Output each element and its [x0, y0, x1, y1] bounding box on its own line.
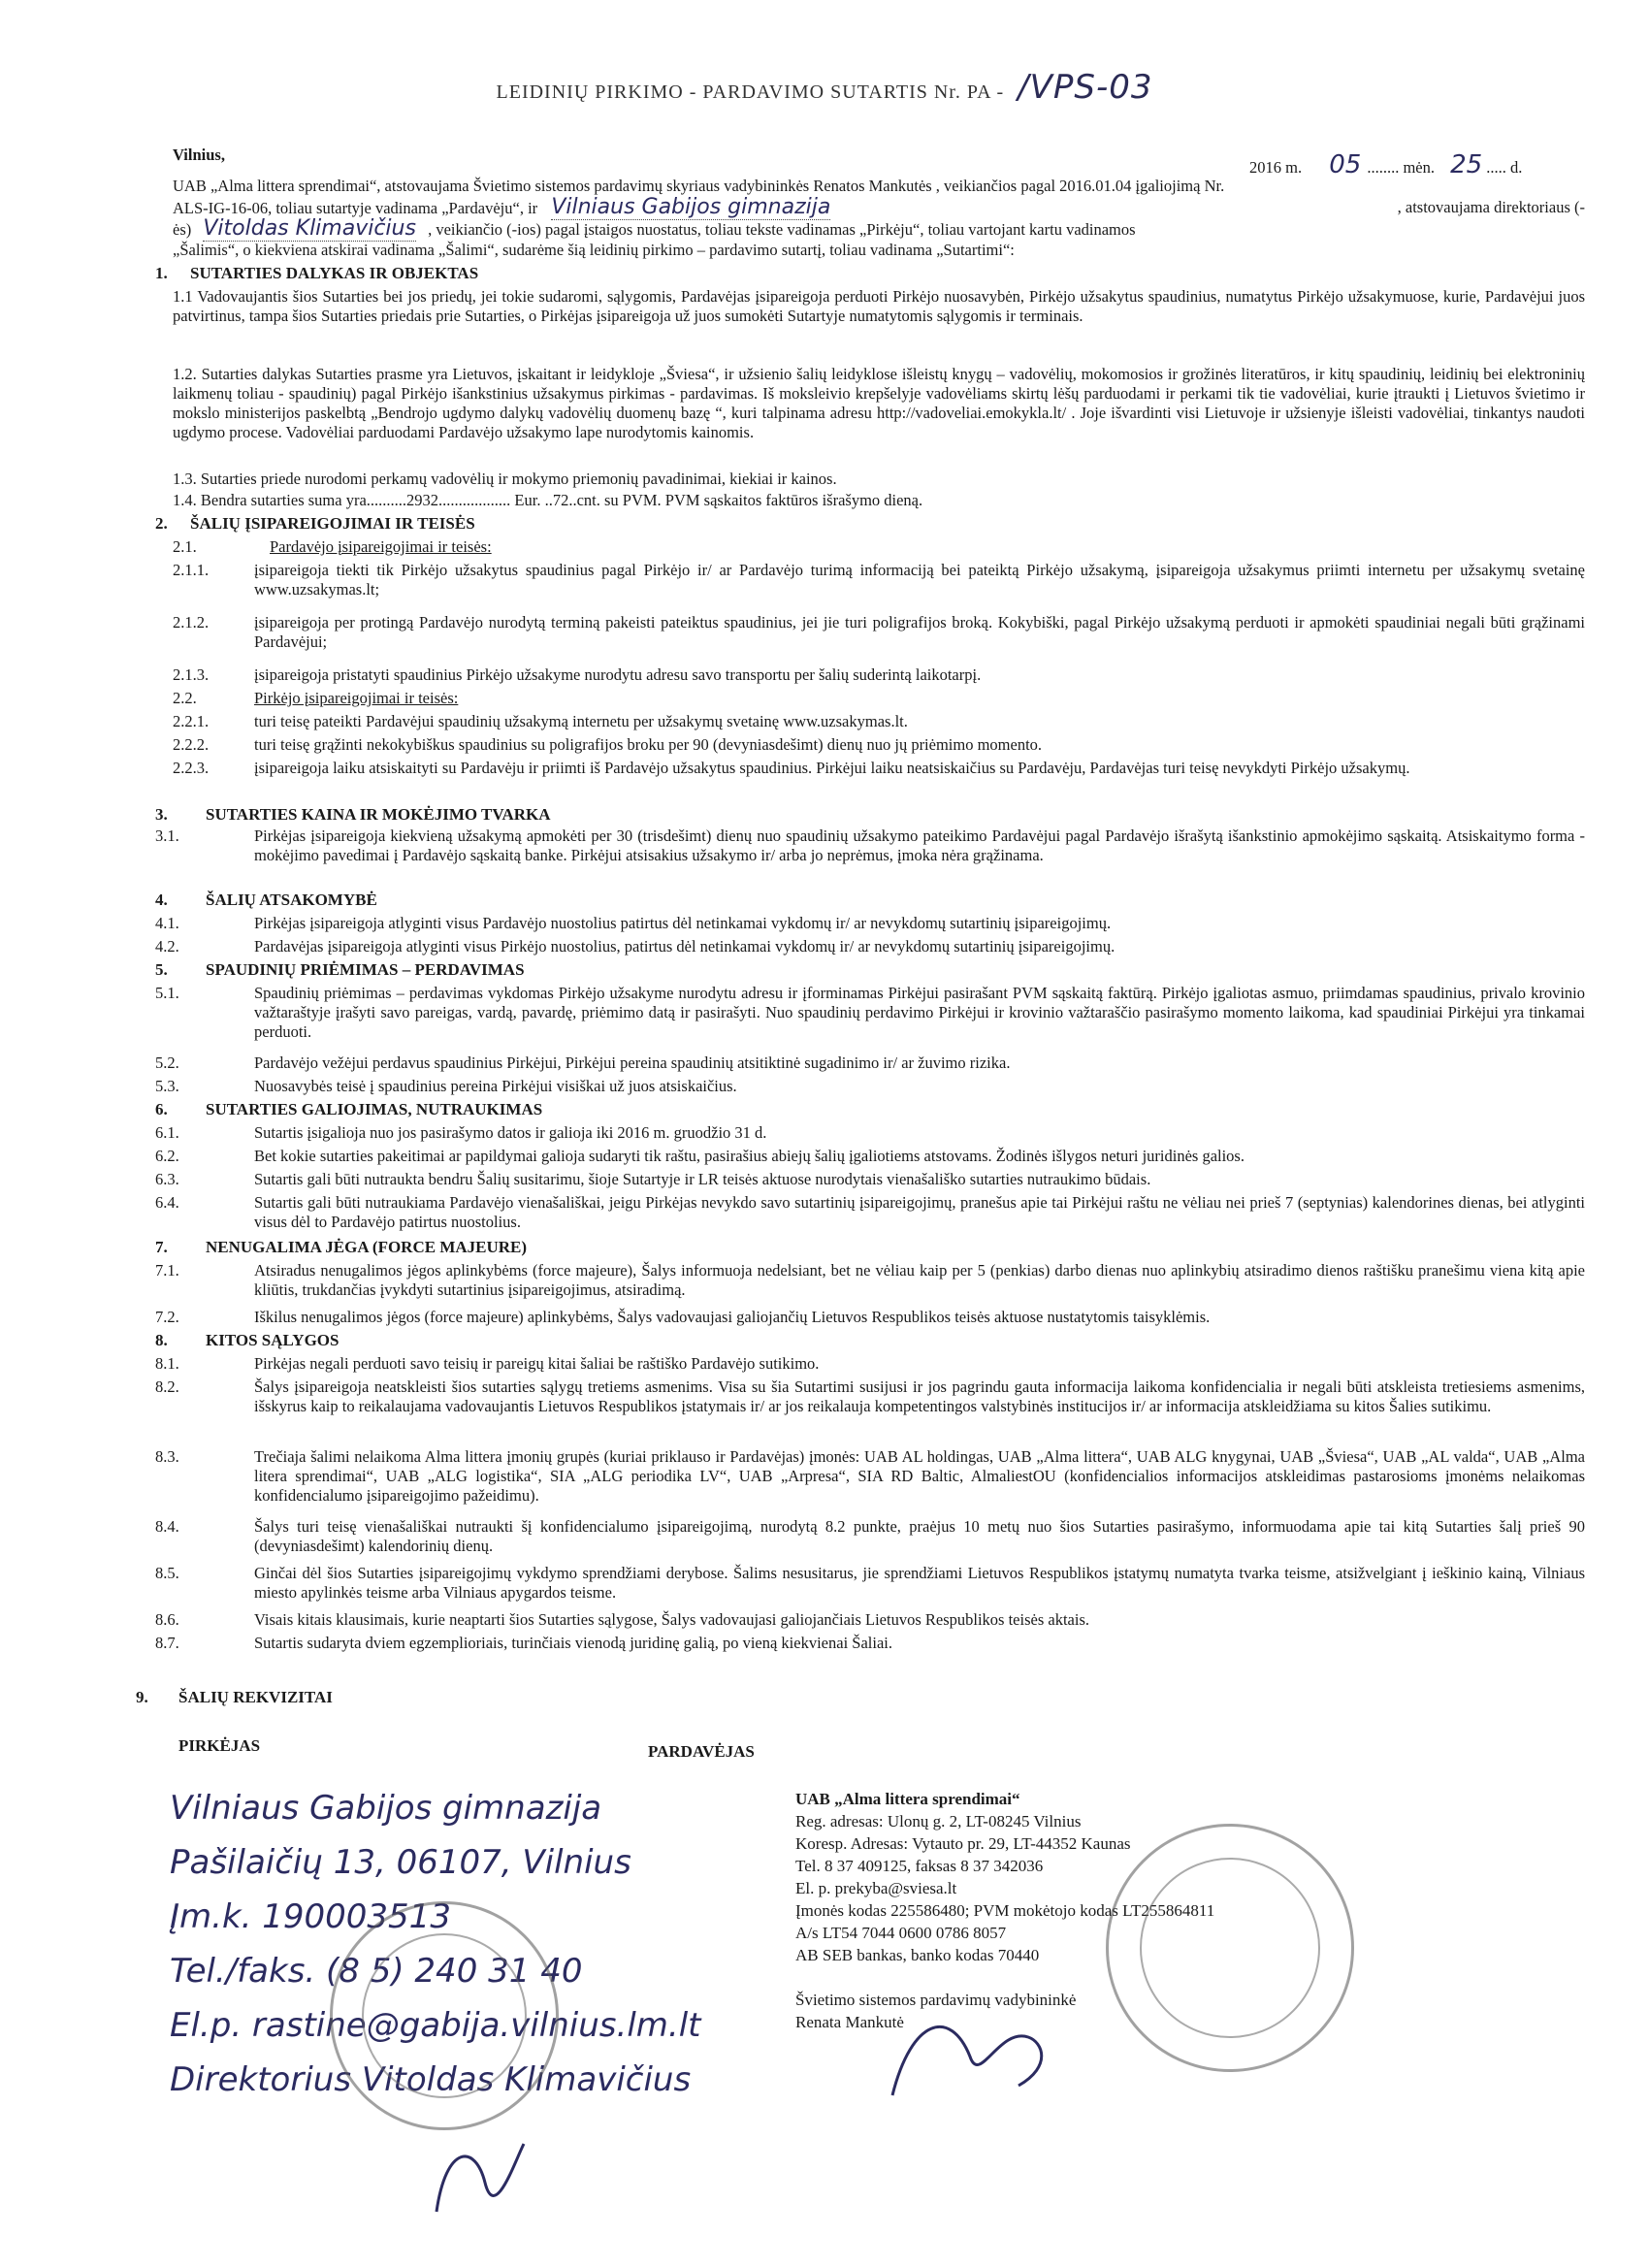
clause-8-7-number: 8.7.	[155, 1634, 179, 1652]
clause-2-2-3-number: 2.2.3.	[173, 759, 210, 777]
clause-6-3-number: 6.3.	[155, 1170, 179, 1188]
buyer-name-handwritten: Vilniaus Gabijos gimnazija	[551, 195, 831, 219]
section-7-number: 7.	[155, 1238, 168, 1256]
buyer-stamp-inner-ring	[362, 1933, 527, 2098]
clause-6-4: Sutartis gali būti nutraukiama Pardavėjo vienašališkai, jeigu Pirkėjas nevykdo savo sutartinių įsipareigojimų, pranešus apie tai Pirkėjui raštu ne vėliau nei prieš 7 (septynias) kalendorines dienas, bei atlyginti visus dėl to Pardavėjo patirtus nuostolius.	[254, 1193, 1585, 1231]
section-2-number: 2.	[155, 514, 168, 533]
clause-2-1-2: įsipareigoja per protingą Pardavėjo nurodytą terminą pakeisti pateiktus spaudinius, jei jie turi poligrafijos broką. Kokybiški, pagal Pirkėjo užsakymą perduoti ir apmokėti spaudiniai negali būti grąžinami Pardavėjui;	[254, 613, 1585, 651]
document-header	[0, 68, 1649, 107]
clause-2-1-2-number: 2.1.2.	[173, 613, 210, 632]
buyer-signature	[417, 2124, 534, 2231]
seller-name: UAB „Alma littera sprendimai“	[795, 1790, 1020, 1808]
clause-5-2: Pardavėjo vežėjui perdavus spaudinius Pirkėjui, Pirkėjui pereina spaudinių atsitiktinė sugadinimo ir/ ar žuvimo rizika.	[254, 1053, 1011, 1072]
clause-2-1-1: įsipareigoja tiekti tik Pirkėjo užsakytus spaudinius pagal Pirkėjo ir/ ar Pardavėjo turimą informaciją bei pateiktą Pirkėjo užsakymą, įsipareigoja užsakymus priimti internetu per užsakymų svetainę www.uzsakymas.lt;	[254, 561, 1585, 599]
section-3-title: SUTARTIES KAINA IR MOKĖJIMO TVARKA	[206, 805, 551, 824]
document-title: LEIDINIŲ PIRKIMO - PARDAVIMO SUTARTIS Nr. PA -	[496, 81, 1005, 103]
seller-label: PARDAVĖJAS	[648, 1742, 755, 1761]
clause-8-1: Pirkėjas negali perduoti savo teisių ir pareigų kitai šaliai be raštiško Pardavėjo sutikimo.	[254, 1354, 820, 1373]
clause-2-1-number: 2.1.	[173, 537, 197, 556]
buyer-address: Pašilaičių 13, 06107, Vilnius	[170, 1843, 631, 1882]
clause-1-3: 1.3. Sutarties priede nurodomi perkamų vadovėlių ir mokymo priemonių pavadinimai, kiekiai ir kainos.	[173, 470, 837, 488]
buyer-director: Direktorius Vitoldas Klimavičius	[170, 2060, 692, 2099]
clause-2-1-3: įsipareigoja pristatyti spaudinius Pirkėjo užsakyme nurodytu adresu savo transportu per šalių suderintą laikotarpį.	[254, 665, 982, 684]
clause-1-2: 1.2. Sutarties dalykas Sutarties prasme yra Lietuvos, įskaitant ir leidykloje „Šviesa“, ir užsienio šalių leidyklose išleistų knygų – vadovėlių, mokomosios ir grožinės literatūros, ir kitų spaudinių, leidinių bei elektroninių laikmenų toliau - spaudinių) pagal Pirkėjo išankstinius užsakymus pirkimas - pardavimas. Iš moksleivio krepšelyje vadovėliams skirtų lėšų parduodami ir perkami tik tie vadovėliai, kurie įtraukti į Lietuvos švietimo ir mokslo ministerijos paskelbtą „Bendrojo ugdymo dalykų vadovėlių duomenų bazę “, kuri talpinama adresu http://vadoveliai.emokykla.lt/ . Joje išvardinti visi Lietuvoje ir užsienyje išleisti vadovėliai, tinkantys naudoti ugdymo procese. Vadovėliai parduodami Pardavėjo užsakymo lape nurodytomis kainomis.	[173, 365, 1585, 441]
director-name-handwritten: Vitoldas Klimavičius	[203, 216, 416, 241]
clause-2-1-1-number: 2.1.1.	[173, 561, 210, 579]
section-9-number: 9.	[136, 1688, 148, 1706]
section-2-title: ŠALIŲ ĮSIPAREIGOJIMAI IR TEISĖS	[190, 514, 475, 533]
section-6-title: SUTARTIES GALIOJIMAS, NUTRAUKIMAS	[206, 1100, 543, 1118]
clause-5-3-number: 5.3.	[155, 1077, 179, 1095]
clause-8-6: Visais kitais klausimais, kurie neaptarti šios Sutarties sąlygose, Šalys vadovaujasi galiojančiais Lietuvos Respublikos teisės aktais.	[254, 1610, 1089, 1629]
buyer-phone: Tel./faks. (8 5) 240 31 40	[170, 1952, 583, 1991]
clause-4-2: Pardavėjas įsipareigoja atlyginti visus Pirkėjo nuostolius, patirtus dėl netinkamai vykdomų ir/ ar nevykdomų sutartinių įsipareigojimų.	[254, 937, 1116, 956]
buyer-label: PIRKĖJAS	[178, 1736, 261, 1755]
clause-2-1: Pardavėjo įsipareigojimai ir teisės:	[270, 537, 492, 556]
clause-2-2-2: turi teisę grąžinti nekokybiškus spaudinius su poligrafijos broku per 90 (devyniasdešimt) dienų nuo jų priėmimo momento.	[254, 735, 1043, 754]
clause-8-2-number: 8.2.	[155, 1377, 179, 1396]
intro-line-2: ALS-IG-16-06, toliau sutartyje vadinama „Pardavėju“, ir Vilniaus Gabijos gimnazija , atstovaujama direktoriaus (-	[173, 195, 1585, 219]
section-7-title: NENUGALIMA JĖGA (FORCE MAJEURE)	[206, 1238, 528, 1256]
date-day-label: d.	[1509, 158, 1523, 177]
seller-bank-account: A/s LT54 7044 0600 0786 8057	[795, 1924, 1007, 1942]
seller-signature	[873, 1998, 1067, 2115]
clause-3-1-number: 3.1.	[155, 826, 179, 845]
clause-2-2-1: turi teisę pateikti Pardavėjui spaudinių užsakymą internetu per užsakymų svetainę www.uzsakymas.lt.	[254, 712, 908, 730]
clause-4-2-number: 4.2.	[155, 937, 179, 956]
date-year: 2016 m.	[1249, 158, 1303, 177]
clause-6-1-number: 6.1.	[155, 1123, 179, 1142]
date-month-handwritten: 05	[1329, 150, 1362, 179]
buyer-email: El.p. rastine@gabija.vilnius.lm.lt	[170, 2006, 701, 2045]
clause-1-1: 1.1 Vadovaujantis šios Sutarties bei jos priedų, jei tokie sudaromi, sąlygomis, Pardavėjas įsipareigoja perduoti Pirkėjo nuosavybėn, Pirkėjo užsakytus spaudinius, numatytus Pirkėjo užsakymuose, kurie, Pardavėjui juos patvirtinus, tampa šios Sutarties priedais prie Sutarties, o Pirkėjas įsipareigoja už juos sumokėti Sutartyje numatytomis sąlygomis ir terminais.	[173, 287, 1585, 325]
seller-signatory-title: Švietimo sistemos pardavimų vadybininkė	[795, 1991, 1077, 2009]
section-6-number: 6.	[155, 1100, 168, 1118]
clause-5-1: Spaudinių priėmimas – perdavimas vykdomas Pirkėjo užsakyme nurodytu adresu ir įforminamas Pirkėjui pasirašant PVM sąskaitą faktūrą. Pirkėjo įgaliotas asmuo, priimdamas spaudinius, privalo krovinio važtaraštyje įrašyti savo pareigas, vardą, pavardę, priėmimo datą ir pasirašyti. Nuo spaudinių perdavimo Pirkėjui ir krovinio važtaraščio pasirašymo momento laikoma, kad spaudiniai Pirkėjui yra tinkamai perduoti.	[254, 984, 1585, 1041]
seller-stamp-inner-ring	[1140, 1858, 1320, 2038]
buyer-stamp	[330, 1901, 559, 2130]
clause-6-2-number: 6.2.	[155, 1147, 179, 1165]
clause-8-3: Trečiaja šalimi nelaikoma Alma littera įmonių grupės (kuriai priklauso ir Pardavėjas) įmonės: UAB AL holdingas, UAB „Alma littera“, UAB ALG knygynai, UAB „Šviesa“, UAB „AL valda“, UAB „Alma litera sprendimai“, UAB „ALG logistika“, SIA „ALG periodika LV“, UAB „Arpresa“, SIA RD Baltic, AlmaliestOU (konfidencialios informacijos atskleidimas pastarosioms įmonėms nelaikomas konfidencialumo įsipareigojimo pažeidimu).	[254, 1447, 1585, 1505]
clause-2-2-number: 2.2.	[173, 689, 197, 707]
clause-2-1-3-number: 2.1.3.	[173, 665, 210, 684]
seller-stamp	[1106, 1824, 1354, 2072]
clause-2-2: Pirkėjo įsipareigojimai ir teisės:	[254, 689, 459, 707]
clause-7-2-number: 7.2.	[155, 1308, 179, 1326]
seller-corr-address: Koresp. Adresas: Vytauto pr. 29, LT-44352 Kaunas	[795, 1834, 1131, 1853]
clause-5-3: Nuosavybės teisė į spaudinius pereina Pirkėjui visiškai už juos atsiskaičius.	[254, 1077, 737, 1095]
clause-8-2: Šalys įsipareigoja neatskleisti šios sutarties sąlygų tretiems asmenims. Visa su šia Sutartimi susijusi ir jos pagrindu gauta informacija laikoma konfidencialia ir negali būti atskleista tretiesiems asmenims, išskyrus kaip to reikalaujama vadovaujantis Lietuvos Respublikos įstatymais ir/ ar jos reikalauja kompetentingos valstybinės institucijos ir/ ar informacija atskleidžiama su kitos Šalies sutikimu.	[254, 1377, 1585, 1415]
section-1-title: SUTARTIES DALYKAS IR OBJEKTAS	[190, 264, 479, 282]
clause-8-7: Sutartis sudaryta dviem egzemplioriais, turinčiais vienodą juridinę galią, po vieną kiekvienai Šaliai.	[254, 1634, 892, 1652]
section-8-title: KITOS SĄLYGOS	[206, 1331, 340, 1349]
buyer-company-code: Įm.k. 190003513	[170, 1897, 451, 1936]
clause-5-1-number: 5.1.	[155, 984, 179, 1002]
date-month-label: mėn.	[1403, 158, 1435, 177]
section-5-title: SPAUDINIŲ PRIĖMIMAS – PERDAVIMAS	[206, 960, 525, 979]
section-1-number: 1.	[155, 264, 168, 282]
seller-company-code: Įmonės kodas 225586480; PVM mokėtojo kodas LT255864811	[795, 1901, 1215, 1920]
clause-8-1-number: 8.1.	[155, 1354, 179, 1373]
clause-7-1: Atsiradus nenugalimos jėgos aplinkybėms (force majeure), Šalys informuoja nedelsiant, bet ne vėliau kaip per 5 (penkias) darbo dienas nuo aplinkybių atsiradimo dienos raštišku pranešimu viena kitą apie kliūtis, trukdančias įvykdyti sutartinius įsipareigojimus, atsiradimą.	[254, 1261, 1585, 1299]
clause-8-5: Ginčai dėl šios Sutarties įsipareigojimų vykdymo sprendžiami derybose. Šalims nesusitarus, jie sprendžiami Lietuvos Respublikos įstatymų numatyta tvarka teisme, atsižvelgiant į ieškinio kainą, Vilniaus miesto apylinkės teisme arba Vilniaus apygardos teisme.	[254, 1564, 1585, 1602]
clause-2-2-1-number: 2.2.1.	[173, 712, 210, 730]
clause-5-2-number: 5.2.	[155, 1053, 179, 1072]
clause-6-2: Bet kokie sutarties pakeitimai ar papildymai galioja sudaryti tik raštu, pasirašius abiejų šalių įgaliotiems atstovams. Žodinės išlygos neturi juridinės galios.	[254, 1147, 1245, 1165]
contract-number-handwritten: /VPS-03	[1018, 68, 1153, 107]
clause-8-4-number: 8.4.	[155, 1517, 179, 1536]
clause-8-3-number: 8.3.	[155, 1447, 179, 1466]
intro-line-4: „Šalimis“, o kiekviena atskirai vadinama „Šalimi“, sudarėme šią leidinių pirkimo – pardavimo sutartį, toliau vadinama „Sutartimi“:	[173, 241, 1015, 259]
section-5-number: 5.	[155, 960, 168, 979]
seller-email: El. p. prekyba@sviesa.lt	[795, 1879, 957, 1897]
section-4-title: ŠALIŲ ATSAKOMYBĖ	[206, 891, 377, 909]
clause-2-2-3: įsipareigoja laiku atsiskaityti su Pardavėju ir priimti iš Pardavėjo užsakytus spaudinius. Pirkėjui laiku neatsiskaičius su Pardavėju, Pardavėjas turi teisę nevykdyti Pirkėjo užsakymų.	[254, 759, 1410, 777]
clause-6-3: Sutartis gali būti nutraukta bendru Šalių susitarimu, šioje Sutartyje ir LR teisės aktuose nurodytais vienašališko sutarties nutraukimo būdais.	[254, 1170, 1151, 1188]
clause-2-2-2-number: 2.2.2.	[173, 735, 210, 754]
seller-bank: AB SEB bankas, banko kodas 70440	[795, 1946, 1040, 1964]
clause-4-1-number: 4.1.	[155, 914, 179, 932]
clause-6-4-number: 6.4.	[155, 1193, 179, 1212]
clause-8-4: Šalys turi teisę vienašališkai nutraukti šį konfidencialumo įsipareigojimą, nurodytą 8.2 punkte, praėjus 10 metų nuo šios Sutarties pasirašymo, informuodama apie tai kitą Sutarties šalį prieš 90 (devyniasdešimt) kalendorinių dienų.	[254, 1517, 1585, 1555]
clause-8-5-number: 8.5.	[155, 1564, 179, 1582]
date-day-handwritten: 25	[1450, 150, 1483, 179]
contract-date: 2016 m. 05 ........ mėn. 25 ..... d.	[1249, 150, 1523, 179]
seller-reg-address: Reg. adresas: Ulonų g. 2, LT-08245 Vilnius	[795, 1812, 1082, 1831]
clause-7-2: Iškilus nenugalimos jėgos (force majeure) aplinkybėms, Šalys vadovaujasi galiojančių Lietuvos Respublikos teisės aktuose nustatytomis taisyklėmis.	[254, 1308, 1211, 1326]
intro-line-1: UAB „Alma littera sprendimai“, atstovaujama Švietimo sistemos pardavimų skyriaus vadybininkės Renatos Mankutės , veikiančios pagal 2016.01.04 įgaliojimą Nr.	[173, 177, 1225, 195]
clause-6-1: Sutartis įsigalioja nuo jos pasirašymo datos ir galioja iki 2016 m. gruodžio 31 d.	[254, 1123, 767, 1142]
clause-3-1: Pirkėjas įsipareigoja kiekvieną užsakymą apmokėti per 30 (trisdešimt) dienų nuo spaudinių užsakymo pateikimo Pardavėjui pagal Pardavėjo išrašytą išankstinio apmokėjimo sąskaitą. Atsiskaitymo forma - mokėjimo pavedimai į Pardavėjo sąskaitą banke. Pirkėjui atsisakius užsakymo ir/ arba jo neprėmus, įmoka nėra grąžinama.	[254, 826, 1585, 864]
section-8-number: 8.	[155, 1331, 168, 1349]
intro-line-3: ės) Vitoldas Klimavičius , veikiančio (-ios) pagal įstaigos nuostatus, toliau tekste vadinamas „Pirkėju“, toliau vartojant kartu vadinamos	[173, 216, 1136, 241]
clause-1-4: 1.4. Bendra sutarties suma yra..........2932.................. Eur. ..72..cnt. su PVM. PVM sąskaitos faktūros išrašymo dieną.	[173, 491, 923, 509]
buyer-name: Vilniaus Gabijos gimnazija	[170, 1789, 602, 1828]
section-4-number: 4.	[155, 891, 168, 909]
clause-7-1-number: 7.1.	[155, 1261, 179, 1280]
clause-8-6-number: 8.6.	[155, 1610, 179, 1629]
seller-signatory-name: Renata Mankutė	[795, 2013, 904, 2031]
section-9-title: ŠALIŲ REKVIZITAI	[178, 1688, 333, 1706]
city: Vilnius,	[173, 146, 225, 164]
clause-4-1: Pirkėjas įsipareigoja atlyginti visus Pardavėjo nuostolius patirtus dėl netinkamai vykdomų ir/ ar nevykdomų sutartinių įsipareigojimų.	[254, 914, 1112, 932]
section-3-number: 3.	[155, 805, 168, 824]
seller-phone: Tel. 8 37 409125, faksas 8 37 342036	[795, 1857, 1044, 1875]
